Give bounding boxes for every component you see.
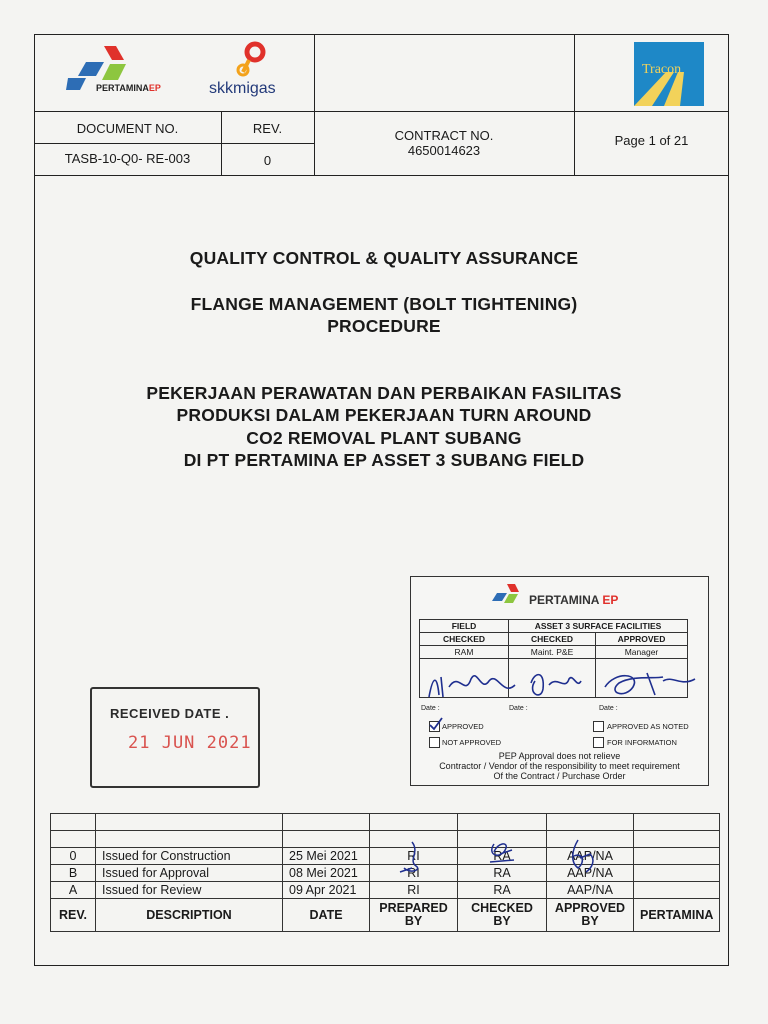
date-cell: 08 Mei 2021 bbox=[283, 865, 370, 882]
skkmigas-logo bbox=[205, 40, 305, 102]
approved-label: APPROVED bbox=[442, 722, 484, 731]
prepared-cell: RI bbox=[370, 848, 458, 865]
approved-header: APPROVED BY bbox=[547, 899, 634, 932]
not-approved-checkbox bbox=[429, 737, 440, 748]
subtitle-line-4: DI PT PERTAMINA EP ASSET 3 SUBANG FIELD bbox=[183, 450, 585, 470]
rev-cell: B bbox=[51, 865, 96, 882]
contract-value: 4650014623 bbox=[407, 143, 481, 158]
stamp-brand: PERTAMINA bbox=[529, 593, 599, 607]
prepared-cell: RI bbox=[370, 865, 458, 882]
title-line-3: PROCEDURE bbox=[327, 316, 441, 336]
pertamina-stamp-logo-icon bbox=[487, 583, 527, 609]
page-number: Page 1 of 21 bbox=[614, 133, 689, 148]
pertamina-logo bbox=[66, 42, 196, 102]
asset-label: ASSET 3 SURFACE FACILITIES bbox=[509, 620, 688, 633]
header-divider bbox=[34, 111, 729, 112]
for-information-checkbox bbox=[593, 737, 604, 748]
date-cell: 09 Apr 2021 bbox=[283, 882, 370, 899]
pertamina-logo-suffix: EP bbox=[148, 83, 161, 93]
approved-as-noted-label: APPROVED AS NOTED bbox=[607, 722, 689, 731]
checked-cell: RA bbox=[458, 865, 547, 882]
rev-cell: A bbox=[51, 882, 96, 899]
stamp-note-2: Contractor / Vendor of the responsibility to meet requirement bbox=[439, 761, 680, 771]
date-label: Date : bbox=[599, 705, 618, 712]
stamp-note-3: Of the Contract / Purchase Order bbox=[493, 771, 626, 781]
subtitle-line-2: PRODUKSI DALAM PEKERJAAN TURN AROUND bbox=[176, 405, 592, 425]
prepared-header: PREPARED BY bbox=[370, 899, 458, 932]
approved-cell: AAP/NA bbox=[547, 865, 634, 882]
date-label: Date : bbox=[509, 705, 528, 712]
approved-cell: AAP/NA bbox=[547, 848, 634, 865]
pertamina-cell bbox=[634, 882, 720, 899]
col2-title: Maint. P&E bbox=[509, 646, 596, 659]
description-header: DESCRIPTION bbox=[96, 899, 283, 932]
handwritten-signatures bbox=[419, 667, 709, 707]
tracon-logo bbox=[634, 42, 704, 106]
tracon-logo-text: Tracon bbox=[642, 62, 682, 77]
date-header: DATE bbox=[283, 899, 370, 932]
skkmigas-logo-text: skkmigas bbox=[209, 80, 276, 97]
contract-label: CONTRACT NO. bbox=[394, 128, 494, 143]
pertamina-header: PERTAMINA bbox=[634, 899, 720, 932]
document-no-label: DOCUMENT NO. bbox=[76, 121, 179, 136]
pertamina-logo-text: PERTAMINA bbox=[96, 83, 149, 93]
approved-checkbox bbox=[429, 721, 440, 732]
checked-cell: RA bbox=[458, 882, 547, 899]
checked-cell: RA bbox=[458, 848, 547, 865]
prepared-cell: RI bbox=[370, 882, 458, 899]
rev-value: 0 bbox=[263, 153, 272, 168]
date-label: Date : bbox=[421, 705, 440, 712]
for-information-label: FOR INFORMATION bbox=[607, 738, 677, 747]
revision-signatures bbox=[390, 838, 710, 878]
description-cell: Issued for Approval bbox=[96, 865, 283, 882]
col3-role: APPROVED bbox=[596, 633, 688, 646]
rev-header: REV. bbox=[51, 899, 96, 932]
check-mark-icon bbox=[429, 717, 443, 731]
header-divider bbox=[574, 34, 575, 111]
received-date-value: 21 JUN 2021 bbox=[128, 733, 252, 753]
approved-as-noted-checkbox bbox=[593, 721, 604, 732]
approval-stamp bbox=[410, 576, 709, 786]
col3-title: Manager bbox=[596, 646, 688, 659]
approved-cell: AAP/NA bbox=[547, 882, 634, 899]
stamp-note-1: PEP Approval does not relieve bbox=[498, 751, 621, 761]
document-no-value: TASB-10-Q0- RE-003 bbox=[64, 151, 191, 166]
pertamina-logo-icon bbox=[66, 42, 196, 102]
stamp-brand-suffix: EP bbox=[602, 593, 619, 607]
title-line-1: QUALITY CONTROL & QUALITY ASSURANCE bbox=[189, 248, 579, 268]
description-cell: Issued for Review bbox=[96, 882, 283, 899]
not-approved-label: NOT APPROVED bbox=[442, 738, 502, 747]
field-label: FIELD bbox=[420, 620, 509, 633]
col1-role: CHECKED bbox=[420, 633, 509, 646]
title-line-2: FLANGE MANAGEMENT (BOLT TIGHTENING) bbox=[190, 294, 578, 314]
received-date-label: RECEIVED DATE . bbox=[110, 706, 230, 721]
date-cell: 25 Mei 2021 bbox=[283, 848, 370, 865]
header-divider bbox=[34, 175, 729, 176]
checked-header: CHECKED BY bbox=[458, 899, 547, 932]
subtitle-line-3: CO2 REMOVAL PLANT SUBANG bbox=[246, 428, 522, 448]
subtitle-line-1: PEKERJAAN PERAWATAN DAN PERBAIKAN FASILITAS bbox=[146, 383, 622, 403]
table-row bbox=[51, 882, 720, 899]
table-header-row bbox=[51, 899, 720, 932]
header-divider bbox=[34, 143, 314, 144]
col1-title: RAM bbox=[420, 646, 509, 659]
received-date-stamp bbox=[90, 687, 260, 788]
col2-role: CHECKED bbox=[509, 633, 596, 646]
description-cell: Issued for Construction bbox=[96, 848, 283, 865]
rev-label: REV. bbox=[252, 121, 283, 136]
rev-cell: 0 bbox=[51, 848, 96, 865]
